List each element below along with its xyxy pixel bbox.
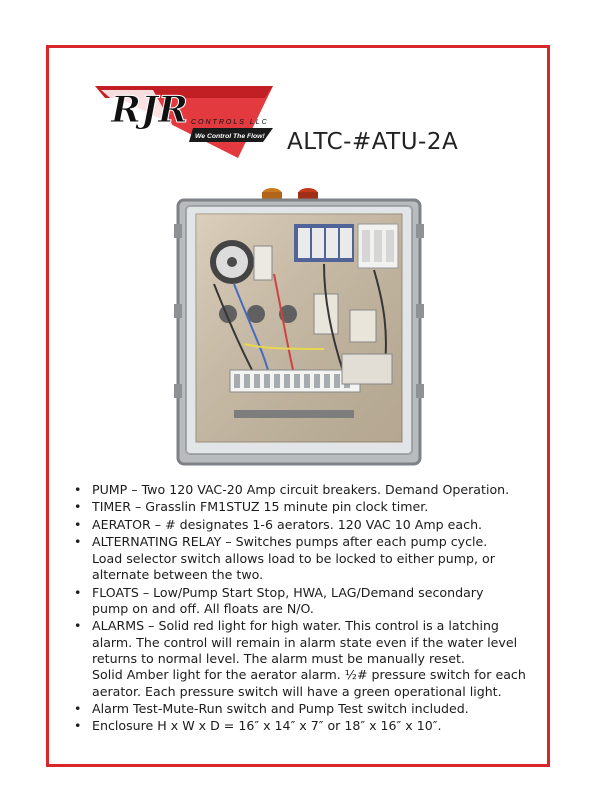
bullet-icon: • — [74, 482, 82, 497]
spec-item — [74, 534, 544, 583]
logo-tagline: We Control The Flow! — [195, 133, 265, 140]
bullet-icon: • — [74, 584, 82, 600]
spec-line: AERATOR – # designates 1-6 aerators. 120 VAC 10 Amp each. — [92, 516, 483, 532]
spec-line: returns to normal level. The alarm must be manually reset. — [92, 650, 465, 666]
spec-item — [74, 482, 544, 498]
bullet-icon: • — [74, 499, 82, 515]
spec-item — [74, 701, 544, 717]
spec-line: alarm. The control will remain in alarm state even if the water level — [92, 634, 518, 650]
bullet-icon: • — [74, 618, 82, 634]
model-number: ALTC-#ATU-2A — [287, 129, 459, 155]
spec-line: PUMP – Two 120 VAC-20 Amp circuit breakers. Demand Operation. — [92, 482, 510, 497]
spec-line: ALARMS – Solid red light for high water. This control is a latching — [92, 618, 499, 634]
bullet-icon: • — [74, 700, 82, 716]
spec-item — [74, 618, 544, 699]
control-panel-photo — [174, 184, 424, 468]
bullet-icon: • — [74, 516, 82, 532]
rjr-controls-logo — [93, 84, 283, 164]
spec-line: FLOATS – Low/Pump Start Stop, HWA, LAG/Demand secondary — [92, 584, 484, 600]
spec-line: pump on and off. All floats are N/O. — [92, 600, 314, 616]
spec-line: aerator. Each pressure switch will have a green operational light. — [92, 683, 502, 699]
spec-item — [74, 718, 544, 734]
spec-item — [74, 517, 544, 533]
spec-item — [74, 499, 544, 515]
spec-line: Solid Amber light for the aerator alarm. ½# pressure switch for each — [92, 667, 526, 683]
logo-subtitle: CONTROLS LLC — [191, 119, 269, 126]
spec-list — [74, 482, 544, 736]
spec-line: ALTERNATING RELAY – Switches pumps after each pump cycle. — [92, 534, 488, 550]
bullet-icon: • — [74, 718, 82, 734]
logo-wordmark: RJR — [111, 89, 188, 131]
spec-line: alternate between the two. — [92, 567, 264, 583]
spec-line: Alarm Test-Mute-Run switch and Pump Test switch included. — [92, 700, 469, 716]
spec-line: Enclosure H x W x D = 16″ x 14″ x 7″ or 18″ x 16″ x 10″. — [92, 718, 442, 734]
spec-line: TIMER – Grasslin FM1STUZ 15 minute pin clock timer. — [92, 499, 429, 515]
spec-item — [74, 585, 544, 618]
bullet-icon: • — [74, 534, 82, 550]
spec-line: Load selector switch allows load to be locked to either pump, or — [92, 550, 495, 566]
